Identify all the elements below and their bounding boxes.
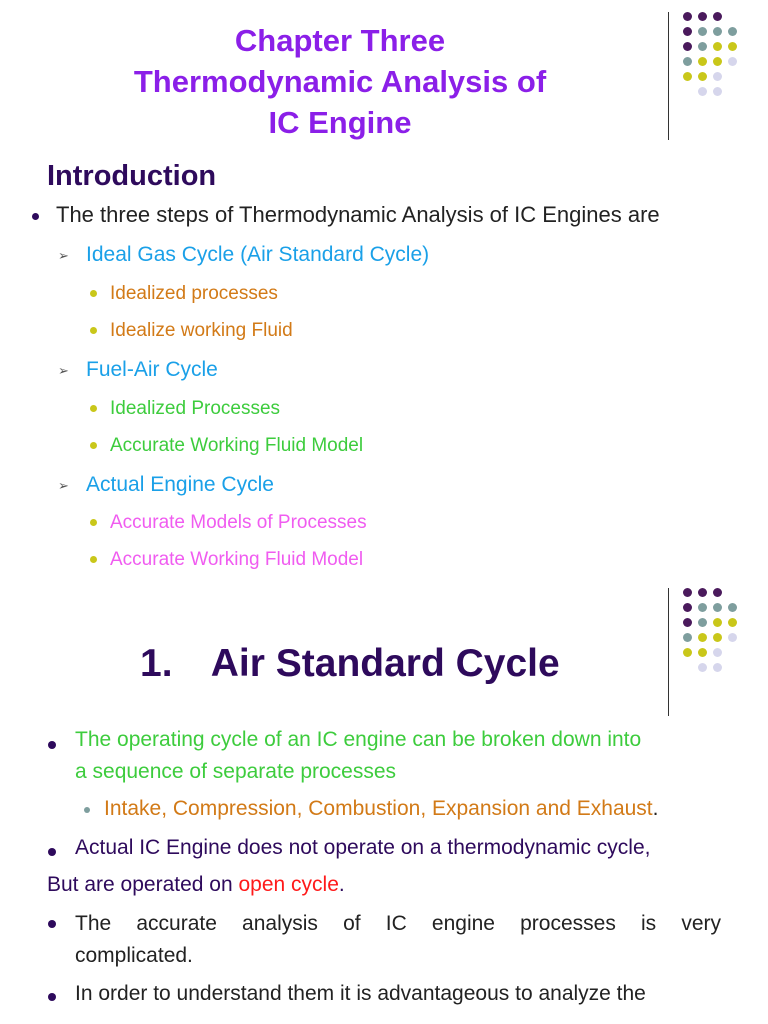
arrow-bullet-icon: ➢ <box>58 248 69 263</box>
title-line-3: IC Engine <box>268 105 412 140</box>
bullet-icon <box>48 993 56 1001</box>
group-label: Fuel-Air Cycle <box>86 358 218 381</box>
intro-lead: The three steps of Thermodynamic Analysis of IC Engines are <box>56 202 660 227</box>
decorative-dot <box>698 27 707 36</box>
decorative-dot <box>713 663 722 672</box>
group-item: Idealized processes <box>110 283 278 304</box>
bullet-line: a sequence of separate processes <box>75 760 397 783</box>
decorative-dot <box>683 12 692 21</box>
bullet-icon <box>84 807 90 813</box>
sub-bullet-main: Intake, Compression, Combustion, Expansion and Exhaust <box>104 797 653 820</box>
decorative-dot <box>683 27 692 36</box>
group-label: Actual Engine Cycle <box>86 473 274 496</box>
bullet-icon <box>48 741 56 749</box>
decorative-dot <box>683 588 692 597</box>
group-item: Accurate Working Fluid Model <box>110 435 364 456</box>
decorative-dot <box>713 27 722 36</box>
bullet-icon <box>32 213 39 220</box>
decorative-dot <box>698 87 707 96</box>
decorative-dot <box>683 618 692 627</box>
group-item: Accurate Models of Processes <box>110 512 367 533</box>
group-item: Accurate Working Fluid Model <box>110 549 364 570</box>
bullet-icon <box>48 848 56 856</box>
decorative-dot <box>728 27 737 36</box>
continuation-text: But are operated on <box>47 873 239 896</box>
continuation-period: . <box>338 873 345 896</box>
decorative-dot <box>728 603 737 612</box>
decorative-dot <box>698 633 707 642</box>
bullet-icon <box>90 405 97 412</box>
decorative-dot <box>713 72 722 81</box>
title-line-1: Chapter Three <box>234 23 446 58</box>
bullet-continuation <box>47 873 345 897</box>
highlight-text: open cycle <box>238 873 339 896</box>
bullet-icon <box>90 519 97 526</box>
decorative-divider <box>668 12 669 140</box>
decorative-dot <box>728 57 737 66</box>
decorative-dot <box>683 42 692 51</box>
decorative-dot <box>713 87 722 96</box>
decorative-dot <box>698 618 707 627</box>
decorative-dot <box>698 12 707 21</box>
bullet-line: The accurate analysis of IC engine processes is very <box>75 912 721 935</box>
decorative-dot <box>728 633 737 642</box>
decorative-dot <box>713 42 722 51</box>
bullet-text <box>75 724 725 788</box>
decorative-divider <box>668 588 669 716</box>
decorative-dot <box>683 648 692 657</box>
slide-title <box>60 20 620 143</box>
decorative-dot <box>713 603 722 612</box>
decorative-dot <box>728 42 737 51</box>
decorative-dot <box>698 57 707 66</box>
title-line-2: Thermodynamic Analysis of <box>133 64 547 99</box>
decorative-dot <box>698 72 707 81</box>
decorative-dot <box>728 618 737 627</box>
arrow-bullet-icon: ➢ <box>58 363 69 378</box>
decorative-dot <box>713 57 722 66</box>
section-title-text: Air Standard Cycle <box>210 642 560 685</box>
group-item: Idealized Processes <box>110 398 281 419</box>
sub-bullet-text <box>104 797 658 821</box>
decorative-dot <box>683 72 692 81</box>
bullet-text: Actual IC Engine does not operate on a thermodynamic cycle, <box>75 836 651 859</box>
decorative-dot <box>713 633 722 642</box>
sub-bullet-period: . <box>652 797 659 820</box>
bullet-icon <box>90 442 97 449</box>
decorative-dot <box>713 588 722 597</box>
decorative-dot <box>713 12 722 21</box>
group-label: Ideal Gas Cycle (Air Standard Cycle) <box>86 243 430 266</box>
bullet-line: In order to understand them it is advantageous to analyze the <box>75 982 646 1005</box>
decorative-dot <box>683 57 692 66</box>
decorative-dot <box>698 663 707 672</box>
section-number: 1. <box>140 642 173 685</box>
decorative-dot <box>698 603 707 612</box>
decorative-dot <box>698 588 707 597</box>
decorative-dot <box>698 42 707 51</box>
bullet-icon <box>90 556 97 563</box>
bullet-icon <box>90 290 97 297</box>
bullet-line: complicated. <box>75 944 193 967</box>
section-heading: Introduction <box>47 160 217 192</box>
decorative-dot <box>683 603 692 612</box>
bullet-icon <box>48 920 56 928</box>
decorative-dot <box>683 633 692 642</box>
bullet-icon <box>90 327 97 334</box>
decorative-dot <box>698 648 707 657</box>
arrow-bullet-icon: ➢ <box>58 478 69 493</box>
bullet-line: The operating cycle of an IC engine can be broken down into <box>75 728 642 751</box>
section-title <box>140 642 560 686</box>
decorative-dot <box>713 648 722 657</box>
decorative-dot <box>713 618 722 627</box>
group-item: Idealize working Fluid <box>110 320 293 341</box>
